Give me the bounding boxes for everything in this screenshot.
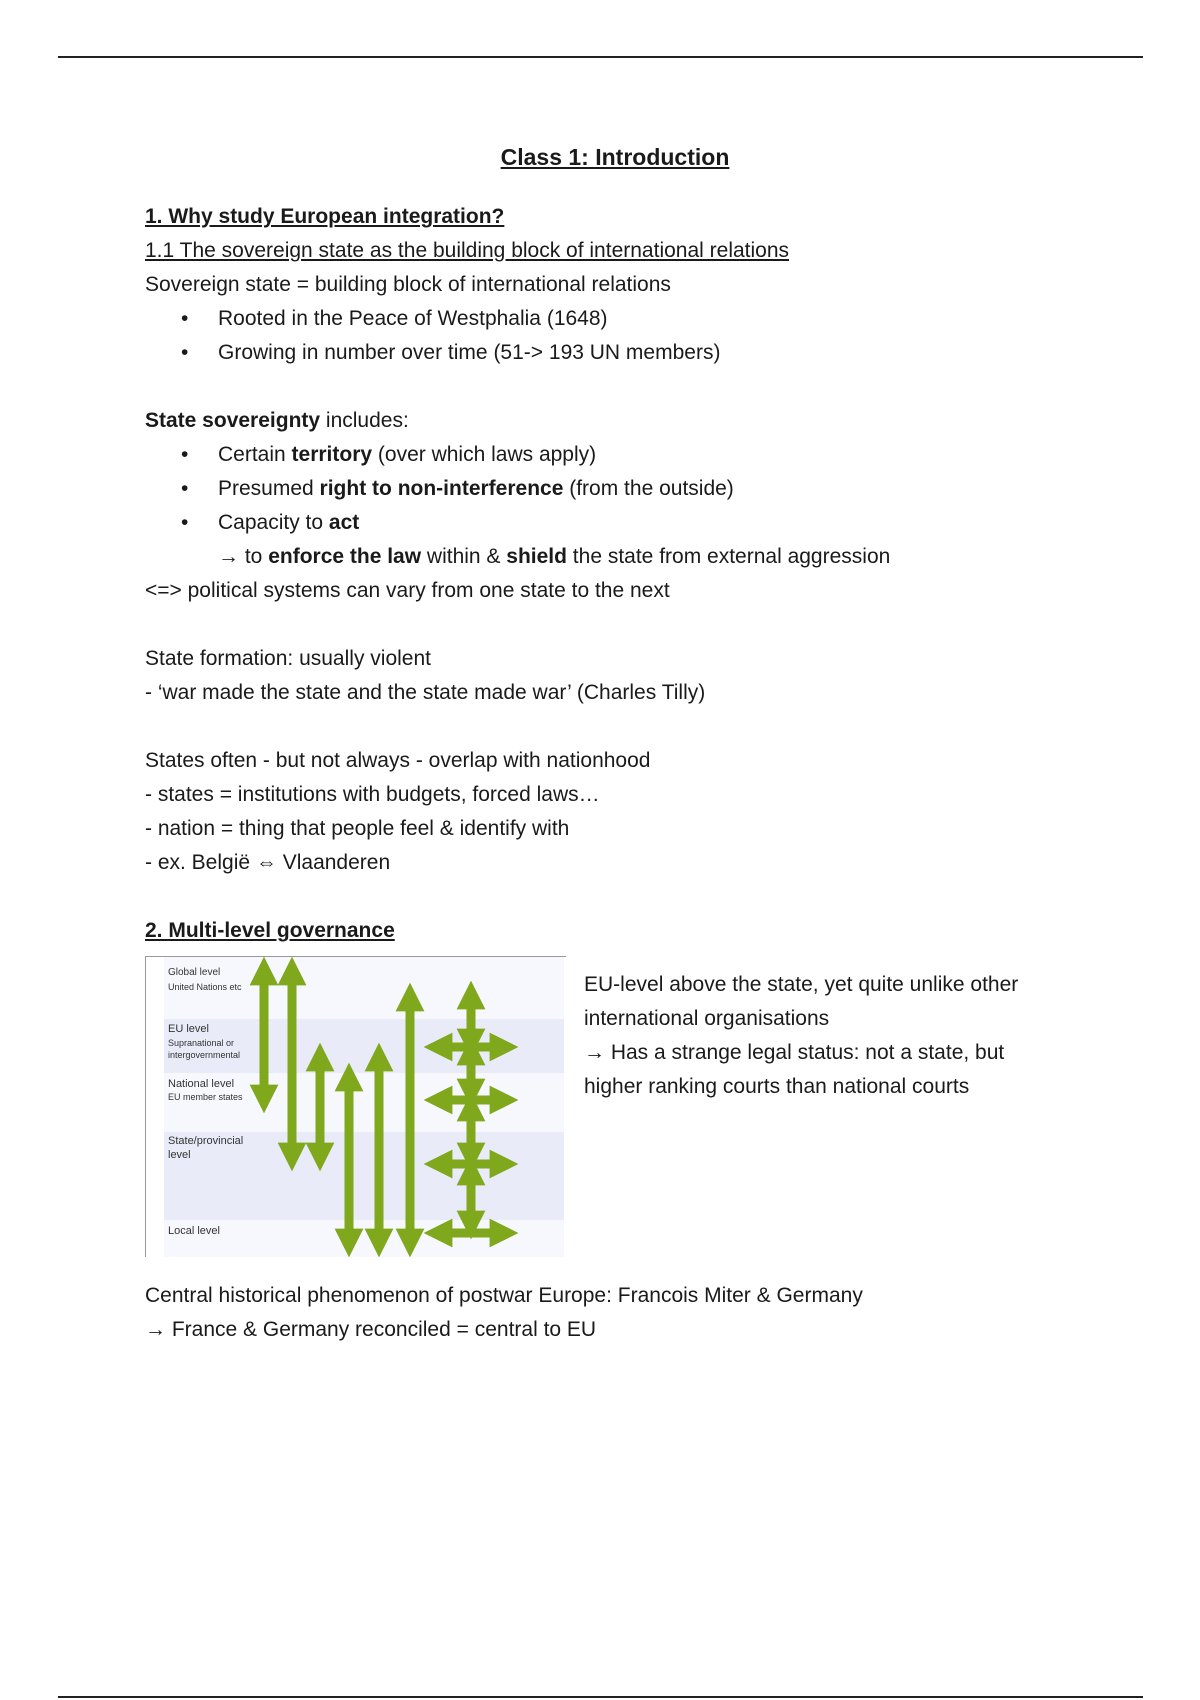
level-sublabel: intergovernmental: [168, 1050, 241, 1060]
postwar-line-1: Central historical phenomenon of postwar Europe: Francois Miter & Germany: [145, 1284, 863, 1307]
capacity-arrow-line: → to enforce the law within & shield the state from external aggression: [218, 545, 891, 568]
level-label: National level: [168, 1078, 235, 1090]
contrast-line: <=> political systems can vary from one state to the next: [145, 579, 670, 602]
multilevel-diagram: [145, 956, 566, 1257]
level-sublabel: EU member states: [168, 1092, 243, 1102]
multilevel-description: [584, 968, 1064, 1104]
list-item: • Presumed right to non-interference (from the outside): [145, 472, 1085, 506]
description-line: → Has a strange legal status: not a state, but: [584, 1041, 1005, 1064]
header-rule: [58, 56, 1143, 58]
description-line: higher ranking courts than national courts: [584, 1075, 970, 1098]
level-label: Global level: [168, 967, 221, 978]
section-heading-1: 1. Why study European integration?: [145, 205, 505, 228]
level-label: Local level: [168, 1225, 220, 1237]
document-body: [145, 140, 1085, 1347]
page-title: Class 1: Introduction: [500, 144, 730, 170]
nationhood-line-2: - states = institutions with budgets, forced laws…: [145, 783, 600, 806]
description-line: international organisations: [584, 1007, 830, 1030]
level-label: EU level: [168, 1023, 209, 1035]
level-sublabel: Supranational or: [168, 1038, 235, 1048]
sovereignty-lead: State sovereignty includes:: [145, 409, 409, 432]
multilevel-diagram-svg: [146, 957, 566, 1257]
level-label: level: [168, 1149, 191, 1161]
list-item: • Certain territory (over which laws apply): [145, 438, 1085, 472]
subsection-heading-1-1: 1.1 The sovereign state as the building block of international relations: [145, 239, 790, 262]
formation-line-2: - ‘war made the state and the state made war’ (Charles Tilly): [145, 681, 706, 704]
nationhood-line-1: States often - but not always - overlap with nationhood: [145, 749, 651, 772]
postwar-line-2: → France & Germany reconciled = central to EU: [145, 1318, 597, 1341]
nationhood-line-4: - ex. België ⇔ Vlaanderen: [145, 851, 391, 874]
footer-rule: [58, 1696, 1143, 1698]
section-heading-2: 2. Multi-level governance: [145, 919, 395, 942]
intro-line: Sovereign state = building block of international relations: [145, 273, 671, 296]
formation-line-1: State formation: usually violent: [145, 647, 431, 670]
multilevel-figure: [145, 956, 1085, 1257]
description-line: EU-level above the state, yet quite unlike other: [584, 973, 1019, 996]
level-sublabel: United Nations etc: [168, 982, 242, 992]
level-label: State/provincial: [168, 1135, 244, 1147]
list-item: • Capacity to act: [145, 506, 1085, 540]
sovereignty-list: [145, 438, 1085, 540]
nationhood-line-3: - nation = thing that people feel & identify with: [145, 817, 570, 840]
list-item: • Rooted in the Peace of Westphalia (1648): [145, 302, 1085, 336]
westphalia-list: [145, 302, 1085, 370]
list-item: • Growing in number over time (51-> 193 UN members): [145, 336, 1085, 370]
